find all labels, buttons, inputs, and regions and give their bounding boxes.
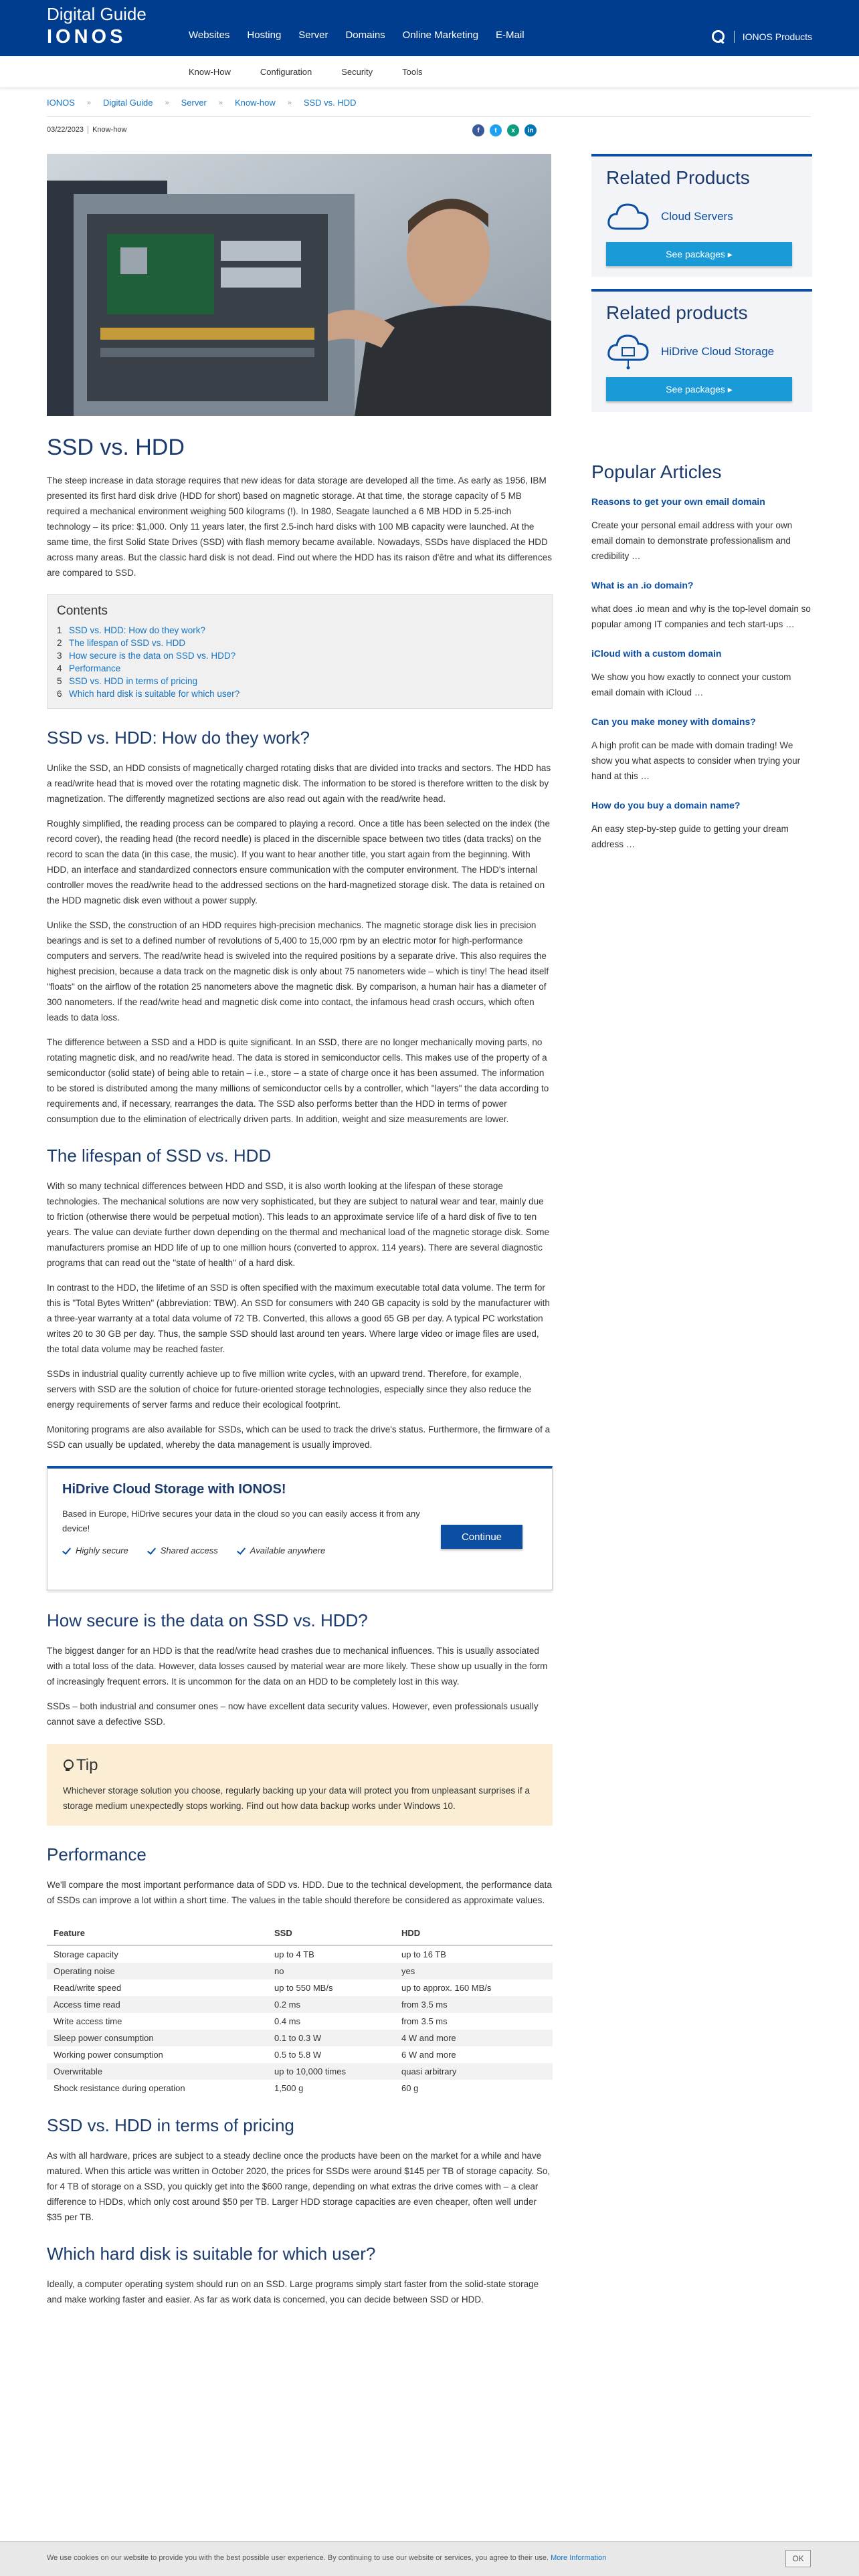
publish-date: 03/22/2023 xyxy=(47,126,84,134)
brand[interactable] xyxy=(47,3,147,48)
feature-label: Shared access xyxy=(160,1545,218,1555)
popular-article-link[interactable]: iCloud with a custom domain xyxy=(591,648,722,659)
related-title: Related products xyxy=(606,302,748,323)
table-cell: Operating noise xyxy=(47,1963,268,1979)
table-cell: yes xyxy=(395,1963,553,1979)
technician-photo xyxy=(47,154,551,416)
toc-item[interactable] xyxy=(57,649,543,662)
related-products-box xyxy=(591,154,812,277)
section-heading: The lifespan of SSD vs. HDD xyxy=(47,1146,272,1166)
popular-articles xyxy=(591,461,812,852)
performance-table xyxy=(47,1921,553,2097)
column-header: SSD xyxy=(268,1921,395,1945)
promo-title: HiDrive Cloud Storage with IONOS! xyxy=(62,1482,286,1497)
ionos-logo[interactable]: IONOS xyxy=(47,26,126,47)
tip-box xyxy=(47,1744,553,1826)
divider xyxy=(734,31,735,43)
section-heading: How secure is the data on SSD vs. HDD? xyxy=(47,1610,368,1630)
more-information-link[interactable]: More Information xyxy=(551,2554,607,2562)
toc-link[interactable]: How secure is the data on SSD vs. HDD? xyxy=(69,651,236,661)
paragraph: Unlike the SSD, the construction of an HDD requires high-precision mechanics. The magnetic storage disk lies in precision bearings and is set to a defined number of revolutions of 5,400 to 15,000 rpm by an electric motor for high-performance computers and servers. The read/write head is swiveled into the required positions by a separate drive. This also requires the highest precision, because a data track on the magnetic disk is only about 75 nanometers wide – which is tiny! The head itself "floats" on the airflow of the rotation 25 nanometers above the magnetic disk. By comparison, a human hair has a diameter of 300 nanometers. If the read/write head and magnetic disk come into contact, the infamous head crash occurs, which often leads to data loss. xyxy=(47,920,549,1023)
table-cell: Overwritable xyxy=(47,2063,268,2080)
product-name[interactable]: Cloud Servers xyxy=(661,210,733,223)
paragraph: SSDs in industrial quality currently achieve up to five million write cycles, with an upward trend. Therefore, for example, servers with SSD are the solution of choice for future-oriented storage technologies, especially since they also reduce the energy requirements of server farms and reduce their ecological footprint. xyxy=(47,1369,532,1410)
toc-link[interactable]: Which hard disk is suitable for which user? xyxy=(69,689,240,699)
table-cell: up to 550 MB/s xyxy=(274,1983,333,1993)
toc-link[interactable]: The lifespan of SSD vs. HDD xyxy=(69,638,186,648)
table-cell: up to approx. 160 MB/s xyxy=(401,1983,492,1993)
popular-article-desc: An easy step-by-step guide to getting your dream address … xyxy=(591,824,789,849)
section-heading: SSD vs. HDD in terms of pricing xyxy=(47,2115,294,2135)
see-packages-button[interactable]: See packages ▸ xyxy=(606,242,792,266)
cookie-banner xyxy=(0,2541,859,2576)
subnav-security[interactable]: Security xyxy=(341,67,373,77)
tip-text: Whichever storage solution you choose, regularly backing up your data will protect you from unpleasant surprises if a storage medium unexpectedly stops working. Find out how data backup works under Windows 10. xyxy=(63,1786,530,1811)
see-packages-button[interactable]: See packages ▸ xyxy=(606,377,792,401)
popular-article-link[interactable]: What is an .io domain? xyxy=(591,580,694,591)
share-buttons xyxy=(472,124,537,136)
table-row xyxy=(47,2046,553,2063)
toc-number: 6 xyxy=(57,689,62,699)
table-cell: Write access time xyxy=(54,2016,122,2026)
sidebar xyxy=(591,154,812,867)
table-cell: up to 10,000 times xyxy=(268,2063,395,2080)
intro-paragraph: The steep increase in data storage requires that new ideas for data storage are developed all the time. As early as 1956, IBM presented its first hard disk drive (HDD for short) based on magnetic storage. At that time, the storage capacity of 5 MB required a mechanical environment weighing 500 kilograms (!). In 1980, Seagate launched a 6 MB HDD in 5.25-inch technology – its price: $1,000. Only 11 years later, the first 2.5-inch hard disks with 100 MB capacity were launched. At the same time, the first Solid State Drives (SSD) with flash memory became available. Nowadays, SSDs have displaced the HDD across many areas. But the classic hard disk is not dead. Find out where the HDD has its raison d'être and what its differences are compared to SSD. xyxy=(47,475,552,578)
toc-item[interactable] xyxy=(57,687,543,700)
breadcrumb-know-how[interactable]: Know-how xyxy=(235,98,276,108)
xing-icon[interactable]: x xyxy=(507,124,519,136)
facebook-icon[interactable]: f xyxy=(472,124,484,136)
popular-article-desc: A high profit can be made with domain trading! We show you what aspects to consider when trying your hand at this … xyxy=(591,740,801,781)
subnav-tools[interactable]: Tools xyxy=(402,67,423,77)
nav-server[interactable]: Server xyxy=(298,29,328,41)
toc-number: 2 xyxy=(57,638,62,648)
table-cell: Storage capacity xyxy=(54,1949,118,1959)
check-icon xyxy=(147,1545,155,1555)
paragraph: Roughly simplified, the reading process can be compared to playing a record. Once a title has been selected on the index (the record cover), the reading head (the record needle) is placed in the discernible space between two titles (data tracks) on the record to scan the data (in this case, the music). If you want to hear another title, you start again from the beginning. With HDD, an interface and standardized connectors ensure communication with the computer environment. The HDD's internal controller moves the read/write head to the addressed sections on the hard-magnetized storage disk. The data is retained on the HDD magnetic disk even without a power supply. xyxy=(47,819,550,905)
popular-title: Popular Articles xyxy=(591,461,722,482)
hidrive-promo-box xyxy=(47,1466,553,1590)
toc-link[interactable]: Performance xyxy=(69,663,121,673)
table-row xyxy=(47,2013,553,2030)
section-heading: SSD vs. HDD: How do they work? xyxy=(47,728,310,748)
table-row xyxy=(47,1979,553,1996)
category-label: Know-how xyxy=(92,126,127,134)
ionos-products-link[interactable]: IONOS Products xyxy=(742,31,812,42)
table-cell: 0.1 to 0.3 W xyxy=(268,2030,395,2046)
toc-number: 5 xyxy=(57,676,62,686)
twitter-icon[interactable]: t xyxy=(490,124,502,136)
table-cell: Sleep power consumption xyxy=(47,2030,268,2046)
section-heading: Which hard disk is suitable for which user? xyxy=(47,2244,376,2264)
section-heading: Performance xyxy=(47,1844,147,1864)
table-row xyxy=(47,1996,553,2013)
nav-domains[interactable]: Domains xyxy=(345,29,385,41)
toc-link[interactable]: SSD vs. HDD: How do they work? xyxy=(69,625,206,635)
related-title: Related Products xyxy=(606,167,750,188)
table-row xyxy=(47,2080,553,2097)
popular-article-desc: what does .io mean and why is the top-level domain so popular among IT companies and tech start-ups … xyxy=(591,604,811,629)
paragraph: The difference between a SSD and a HDD is quite significant. In an SSD, there are no longer mechanically moving parts, no rotating magnetic disk, and no read/write head. The data is stored in semiconductor cells. This makes use of the property of a semiconductor (solid state) of being able to retain – i.e., store – a state of charge once it has been assumed. The information to be stored is distributed among the many millions of semiconductor cells by a controller, which "layers" the data according to requirements and, if necessary, rearranges the data. The SSD also performs better than the HDD in terms of power consumption due to the elimination of electrically driven parts. In addition, weight and size measurements are lower. xyxy=(47,1037,549,1124)
table-cell: up to 4 TB xyxy=(274,1949,314,1959)
chevron-right-icon: » xyxy=(287,98,292,107)
table-cell: quasi arbitrary xyxy=(395,2063,553,2080)
paragraph: The biggest danger for an HDD is that the read/write head crashes due to mechanical influences. This is usually associated with a total loss of the data. However, data losses caused by material wear are more likely. These show up usually in the form of increasingly frequent errors. It is uncommon for the data on an HDD to be completely lost in this way. xyxy=(47,1646,548,1687)
table-cell: Read/write speed xyxy=(54,1983,122,1993)
check-icon xyxy=(62,1545,70,1555)
table-row xyxy=(47,2063,553,2080)
table-cell: 60 g xyxy=(401,2083,419,2093)
header-right xyxy=(711,29,812,44)
column-header: Feature xyxy=(47,1921,268,1945)
paragraph: In contrast to the HDD, the lifetime of an SSD is often specified with the maximum executable total data volume. The term for this is "Total Bytes Written" (abbreviation: TBW). An SSD for consumers with 240 GB capacity is sold by the manufacturer with a three-year warranty at a total data volume of 72 TB. Converted, this allows a good 65 GB per day. A typical PC workstation writes 20 to 30 GB per day. Thus, the sample SSD should last around ten years. Where large video or image files are used, the total data volume may be reached faster. xyxy=(47,1283,550,1354)
table-row xyxy=(47,1963,553,1979)
main-nav xyxy=(189,29,542,41)
tip-heading xyxy=(63,1756,537,1775)
breadcrumb-server[interactable]: Server xyxy=(181,98,207,108)
chevron-right-icon: » xyxy=(86,98,92,107)
toc-item[interactable] xyxy=(57,637,543,649)
nav-hosting[interactable]: Hosting xyxy=(247,29,282,41)
product-name[interactable]: HiDrive Cloud Storage xyxy=(661,345,775,358)
table-cell: from 3.5 ms xyxy=(395,1996,553,2013)
toc-link[interactable]: SSD vs. HDD in terms of pricing xyxy=(69,676,198,686)
article-meta xyxy=(47,126,126,134)
cookie-text xyxy=(47,2554,606,2562)
table-cell: Working power consumption xyxy=(54,2050,163,2060)
promo-feature xyxy=(237,1545,326,1555)
related-products-box xyxy=(591,289,812,412)
toc-number: 1 xyxy=(57,625,62,635)
subnav-know-how[interactable]: Know-How xyxy=(189,67,231,77)
table-cell: 0.2 ms xyxy=(268,1996,395,2013)
breadcrumb-current[interactable]: SSD vs. HDD xyxy=(303,98,357,108)
toc-number: 3 xyxy=(57,651,62,661)
chevron-right-icon: » xyxy=(218,98,223,107)
column-header: HDD xyxy=(395,1921,553,1945)
article-body xyxy=(47,428,553,2317)
cookie-ok-button[interactable]: OK xyxy=(785,2550,811,2567)
paragraph: Monitoring programs are also available for SSDs, which can be used to track the drive's status. Furthermore, the firmware of a SSD can usually be updated, whereby the data management is usually improved. xyxy=(47,1424,551,1450)
promo-description: Based in Europe, HiDrive secures your data in the cloud so you can easily access it from any device! xyxy=(62,1509,420,1533)
promo-feature xyxy=(147,1545,218,1555)
table-cell: up to 16 TB xyxy=(401,1949,446,1959)
table-cell: 0.4 ms xyxy=(274,2016,301,2026)
breadcrumb-digital-guide[interactable]: Digital Guide xyxy=(103,98,153,108)
top-header xyxy=(0,0,859,56)
divider xyxy=(47,116,811,117)
sub-nav xyxy=(0,56,859,88)
popular-article-link[interactable]: How do you buy a domain name? xyxy=(591,800,741,811)
paragraph: Unlike the SSD, an HDD consists of magnetically charged rotating disks that are divided into tracks and sectors. The HDD has a read/write head that is moved over the rotating magnetic disk. The information to be stored is therefore written to the disk by magnetization. The differently magnetized sections are also read out again with the read/write head. xyxy=(47,763,551,804)
feature-label: Highly secure xyxy=(76,1545,128,1555)
toc-item[interactable] xyxy=(57,662,543,675)
continue-button[interactable]: Continue xyxy=(441,1525,522,1549)
table-row xyxy=(47,2030,553,2046)
table-cell: Access time read xyxy=(47,1996,268,2013)
paragraph: Ideally, a computer operating system should run on an SSD. Large programs simply start faster from the solid-state storage and make working faster and easier. As far as work data is concerned, you can decide between SSD or HDD. xyxy=(47,2279,539,2304)
toc-item[interactable] xyxy=(57,624,543,637)
hero-image xyxy=(47,154,551,416)
table-cell: no xyxy=(268,1963,395,1979)
site-title[interactable]: Digital Guide xyxy=(47,4,147,24)
cloud-storage-icon xyxy=(606,333,650,370)
feature-label: Available anywhere xyxy=(250,1545,326,1555)
paragraph: With so many technical differences between HDD and SSD, it is also worth looking at the lifespan of these storage technologies. The mechanical solutions are now very sophisticated, but they are subject to natural wear and tear, mainly due to friction (otherwise there would be perpetual motion). This leads to an approximate service life of a hard disk of five to ten years. The value can deviate further down depending on the thermal and mechanical load of the magnetic storage disk. Some manufacturers promise an HDD life of up to one million hours (converted to approx. 114 years). There are several diagnostic programs that can read out the "state of health" of a hard disk. xyxy=(47,1181,549,1268)
related-product[interactable] xyxy=(606,198,797,235)
popular-article-desc: Create your personal email address with your own email domain to demonstrate professionalism and credibility … xyxy=(591,520,793,561)
nav-websites[interactable]: Websites xyxy=(189,29,230,41)
paragraph: We'll compare the most important performance data of SDD vs. HDD. Due to the technical development, the performance data of SSDs can improve a lot within a short time. The values in the table should therefore be considered as approximate values. xyxy=(47,1880,552,1905)
toc-title: Contents xyxy=(57,604,108,618)
page-title: SSD vs. HDD xyxy=(47,435,185,460)
subnav-configuration[interactable]: Configuration xyxy=(260,67,312,77)
chevron-right-icon: » xyxy=(165,98,169,107)
table-cell: 0.5 to 5.8 W xyxy=(274,2050,322,2060)
related-product[interactable] xyxy=(606,333,797,370)
search-icon[interactable] xyxy=(711,29,726,44)
nav-email[interactable]: E-Mail xyxy=(496,29,524,41)
nav-online-marketing[interactable]: Online Marketing xyxy=(402,29,479,41)
table-cell: 6 W and more xyxy=(401,2050,456,2060)
check-icon xyxy=(237,1545,245,1555)
popular-article-link[interactable]: Reasons to get your own email domain xyxy=(591,496,765,507)
paragraph: As with all hardware, prices are subject to a steady decline once the products have been on the market for a while and have matured. When this article was written in October 2020, the prices for SSDs were around $145 per TB of storage capacity. So, for 4 TB of storage on a SSD, you quickly get into the $600 range, depending on what extras the drive comes with – a clear difference to HDDs, which only cost around $50 per TB. Larger HDD storage capacities are even cheaper, often well under $35 per TB. xyxy=(47,2151,551,2222)
table-cell: from 3.5 ms xyxy=(401,2016,448,2026)
breadcrumb-ionos[interactable]: IONOS xyxy=(47,98,75,108)
tip-title: Tip xyxy=(76,1756,98,1774)
paragraph: SSDs – both industrial and consumer ones – now have excellent data security values. However, even professionals usually cannot save a defective SSD. xyxy=(47,1701,539,1727)
breadcrumb xyxy=(47,98,357,108)
promo-feature xyxy=(62,1545,128,1555)
table-of-contents xyxy=(47,594,553,709)
table-cell: Shock resistance during operation xyxy=(54,2083,185,2093)
table-cell: 4 W and more xyxy=(395,2030,553,2046)
table-row xyxy=(47,1945,553,1963)
linkedin-icon[interactable]: in xyxy=(524,124,537,136)
popular-article-desc: We show you how exactly to connect your custom email domain with iCloud … xyxy=(591,672,791,697)
cookie-message: We use cookies on our website to provide you with the best possible user experience. By continuing to use our website or services, you agree to their use. xyxy=(47,2554,549,2562)
table-cell: 1,500 g xyxy=(274,2083,304,2093)
toc-item[interactable] xyxy=(57,675,543,687)
toc-number: 4 xyxy=(57,663,62,673)
table-header-row xyxy=(47,1921,553,1945)
popular-article-link[interactable]: Can you make money with domains? xyxy=(591,716,756,727)
cloud-server-icon xyxy=(606,198,650,235)
lightbulb-icon xyxy=(63,1759,72,1772)
